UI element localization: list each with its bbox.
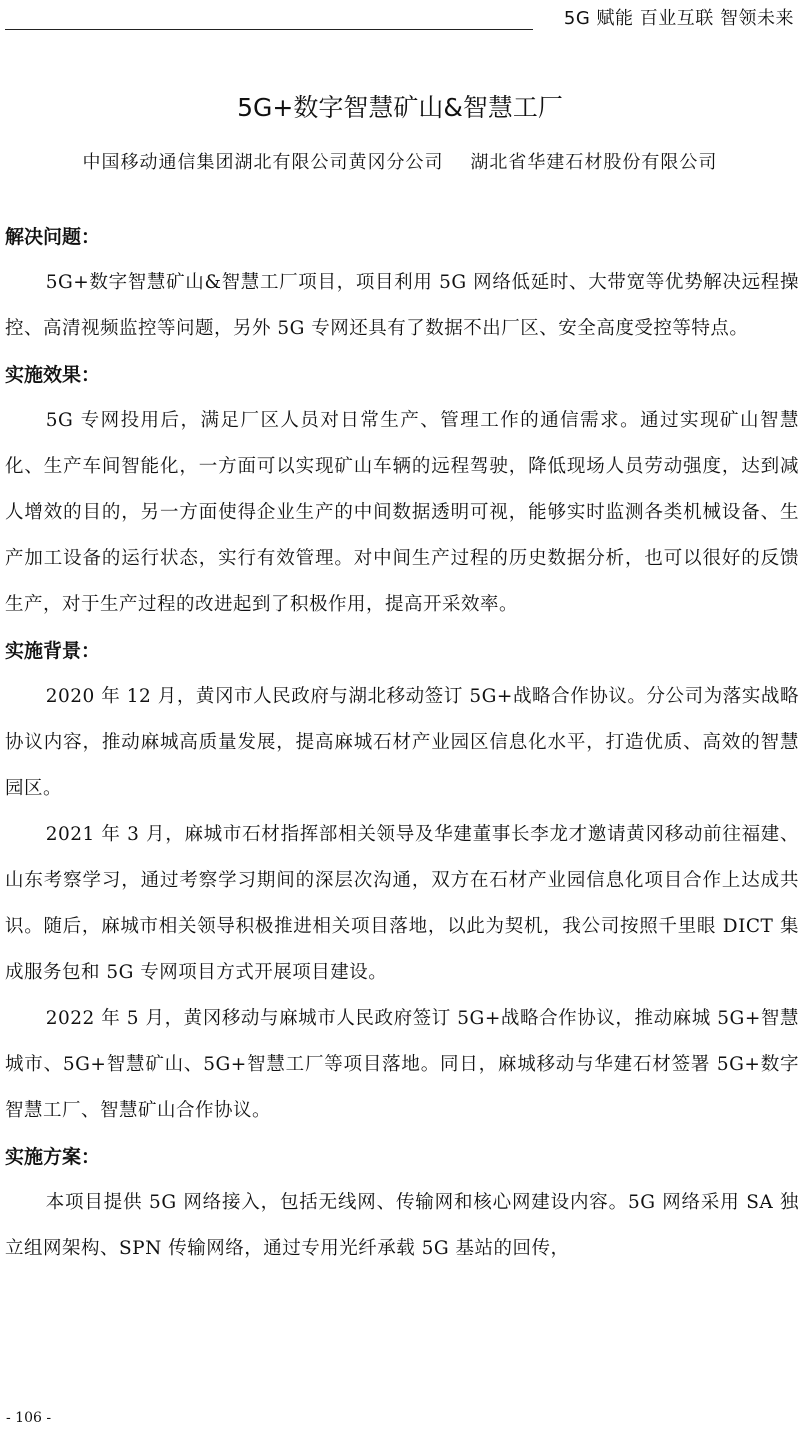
section-heading: 实施效果：: [5, 364, 101, 386]
article-body: [5, 214, 799, 1272]
section-plan: [5, 1134, 799, 1272]
section-effect: [5, 352, 799, 628]
section-heading: 解决问题：: [5, 226, 101, 248]
paragraph: 本项目提供 5G 网络接入，包括无线网、传输网和核心网建设内容。5G 网络采用 SA 独立组网架构、SPN 传输网络，通过专用光纤承载 5G 基站的回传，: [5, 1192, 799, 1259]
paragraph: 5G 专网投用后，满足厂区人员对日常生产、管理工作的通信需求。通过实现矿山智慧化、生产车间智能化，一方面可以实现矿山车辆的远程驾驶，降低现场人员劳动强度，达到减人增效的目的，另一方面使得企业生产的中间数据透明可视，能够实时监测各类机械设备、生产加工设备的运行状态，实行有效管理。对中间生产过程的历史数据分析，也可以很好的反馈生产，对于生产过程的改进起到了积极作用，提高开采效率。: [5, 410, 799, 615]
page-number: - 106 -: [6, 1410, 52, 1426]
section-problem: [5, 214, 799, 352]
paragraph: 2020 年 12 月，黄冈市人民政府与湖北移动签订 5G+战略合作协议。分公司为落实战略协议内容，推动麻城高质量发展，提高麻城石材产业园区信息化水平，打造优质、高效的智慧园区。: [5, 686, 799, 799]
section-background: [5, 628, 799, 1134]
author-affiliations: 中国移动通信集团湖北有限公司黄冈分公司 湖北省华建石材股份有限公司: [82, 152, 718, 173]
page-title: 5G+数字智慧矿山&智慧工厂: [237, 93, 563, 122]
section-heading: 实施背景：: [5, 640, 101, 662]
section-heading: 实施方案：: [5, 1146, 101, 1168]
paragraph: 2022 年 5 月，黄冈移动与麻城市人民政府签订 5G+战略合作协议，推动麻城 5G+智慧城市、5G+智慧矿山、5G+智慧工厂等项目落地。同日，麻城移动与华建石材签署 5G+数字智慧工厂、智慧矿山合作协议。: [5, 1008, 799, 1121]
paragraph: 2021 年 3 月，麻城市石材指挥部相关领导及华建董事长李龙才邀请黄冈移动前往福建、山东考察学习，通过考察学习期间的深层次沟通，双方在石材产业园信息化项目合作上达成共识。随后，麻城市相关领导积极推进相关项目落地，以此为契机，我公司按照千里眼 DICT 集成服务包和 5G 专网项目方式开展项目建设。: [5, 824, 799, 983]
header-rule: [5, 29, 533, 30]
header-slogan: 5G 赋能 百业互联 智领未来: [563, 8, 794, 29]
paragraph: 5G+数字智慧矿山&智慧工厂项目，项目利用 5G 网络低延时、大带宽等优势解决远程操控、高清视频监控等问题，另外 5G 专网还具有了数据不出厂区、安全高度受控等特点。: [5, 272, 799, 339]
